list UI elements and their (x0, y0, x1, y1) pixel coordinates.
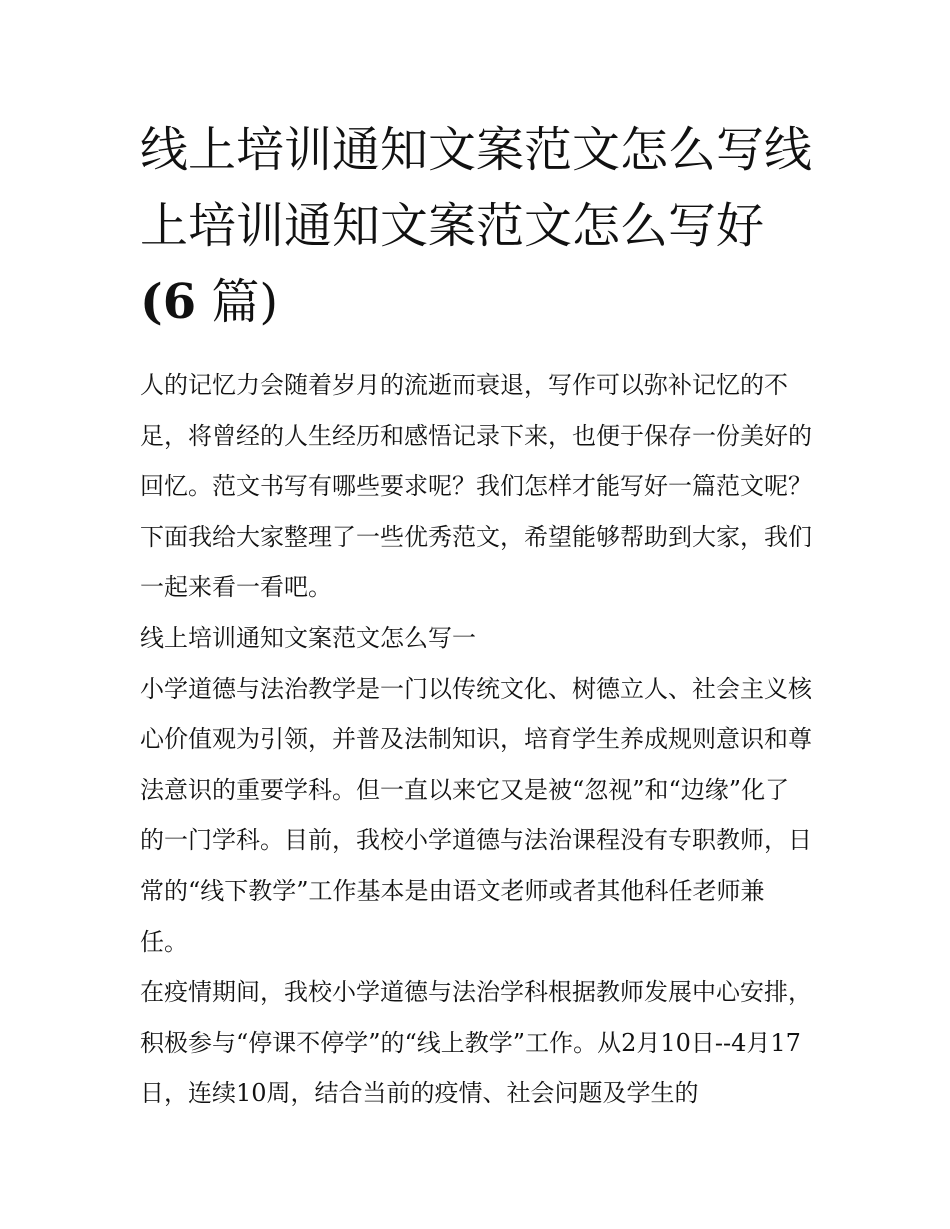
body-paragraph-1: 小学道德与法治教学是一门以传统文化、树德立人、社会主义核心价值观为引领，并普及法制知识，培育学生养成规则意识和尊法意识的重要学科。但一直以来它又是被“忽视”和“边缘”化了的一门学科。目前，我校小学道德与法治课程没有专职教师，日常的“线下教学”工作基本是由语文老师或者其他科任老师兼任。 (140, 674, 812, 956)
body-paragraph-2: 在疫情期间，我校小学道德与法治学科根据教师发展中心安排，积极参与“停课不停学”的“线上教学”工作。从2月10日--4月17日，连续10周，结合当前的疫情、社会问题及学生的 (140, 978, 812, 1108)
section-heading: 线上培训通知文案范文怎么写一 (140, 623, 476, 652)
title-text: 线上培训通知文案范文怎么写线上培训通知文案范文怎么写好 (140, 122, 813, 254)
title-count: (6 (140, 274, 197, 330)
document-body (140, 112, 812, 1119)
intro-paragraph: 人的记忆力会随着岁月的流逝而衰退，写作可以弥补记忆的不足，将曾经的人生经历和感悟记录下来，也便于保存一份美好的回忆。范文书写有哪些要求呢？我们怎样才能写好一篇范文呢？下面我给大家整理了一些优秀范文，希望能够帮助到大家，我们一起来看一看吧。 (140, 371, 812, 602)
title-suffix: 篇) (211, 274, 279, 330)
document-title (140, 112, 812, 340)
